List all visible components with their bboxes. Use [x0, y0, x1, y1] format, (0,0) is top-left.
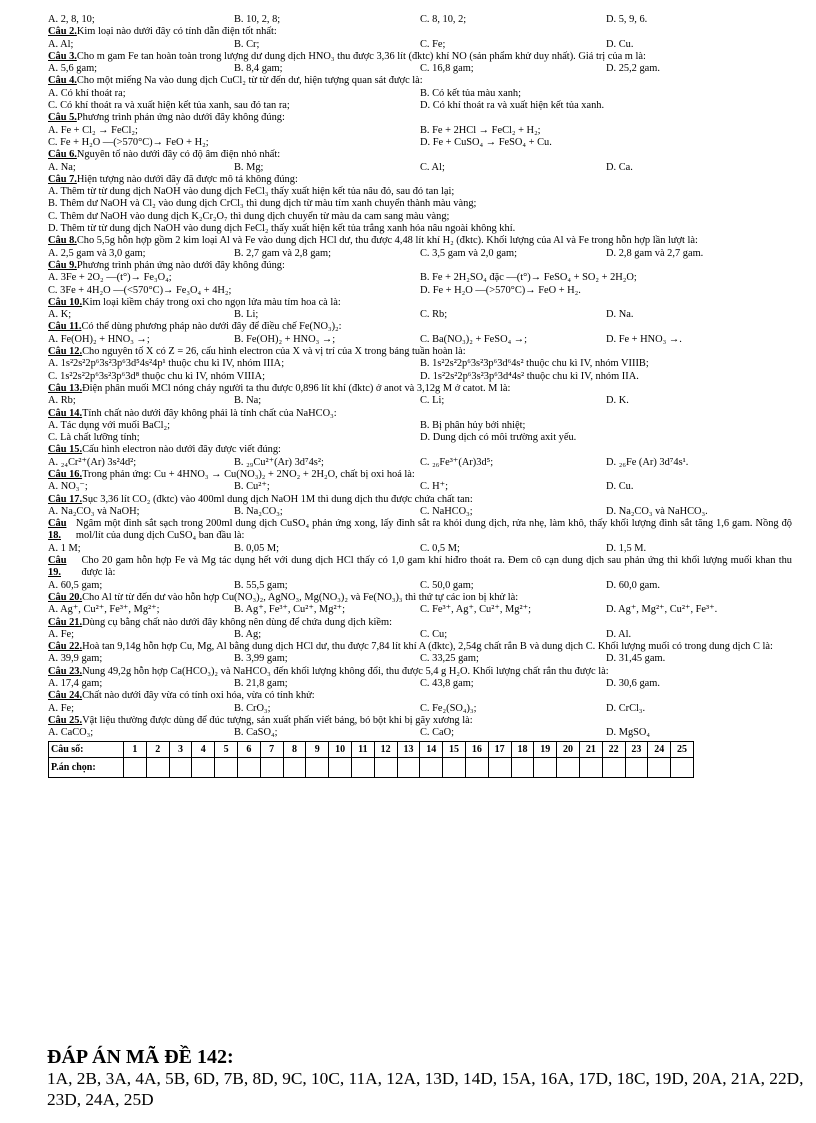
option-c: C. 50,0 gam;	[420, 579, 474, 591]
question-text: Nguyên tố nào dưới đây có độ âm điện nhỏ nhất:	[76, 149, 281, 161]
option-c: C. 0,5 M;	[420, 542, 460, 554]
question-options-row	[48, 395, 792, 407]
question-options-row	[48, 371, 792, 383]
question	[48, 666, 792, 691]
option-d: D. 60,0 gam.	[606, 579, 660, 591]
answer-choice-cell[interactable]	[351, 757, 374, 777]
question	[48, 518, 792, 555]
question-options-row	[48, 604, 792, 616]
question-stem	[48, 641, 792, 653]
option-a: A. Ag⁺, Cu²⁺, Fe³⁺, Mg²⁺;	[48, 604, 160, 616]
question-options-row	[48, 457, 792, 469]
option-c: C. Là chất lưỡng tính;	[48, 432, 140, 444]
option-a: A. Fe + Cl₂ → FeCl₂;	[48, 124, 138, 136]
question	[48, 26, 792, 51]
answer-sheet-number: 7	[260, 741, 283, 757]
answer-sheet-number: 15	[443, 741, 466, 757]
option-a: A. Fe(OH)₂ + HNO₃ →;	[48, 333, 150, 345]
question	[48, 469, 792, 494]
question	[48, 174, 792, 235]
answer-sheet-number: 12	[374, 741, 397, 757]
option-d: D. 1,5 M.	[606, 542, 647, 554]
option-c: C. 33,25 gam;	[420, 653, 479, 665]
question	[48, 235, 792, 260]
answer-choice-cell[interactable]	[602, 757, 625, 777]
question-1-options	[48, 14, 792, 26]
answer-choice-cell[interactable]	[397, 757, 420, 777]
option-b: B. Na₂CO₃;	[234, 505, 283, 517]
question-options-row	[48, 629, 792, 641]
question-options-row	[48, 39, 792, 51]
question-text: Cho một miếng Na vào dung dịch CuCl₂ từ từ đến dư, hiện tượng quan sát được là:	[76, 75, 423, 87]
answer-choice-cell[interactable]	[443, 757, 466, 777]
question-stem	[48, 149, 792, 161]
question-number: Câu 9.	[48, 259, 77, 271]
answer-choice-cell[interactable]	[420, 757, 443, 777]
question-options-row	[48, 186, 792, 198]
question-text: Chất nào dưới đây vừa có tính oxi hóa, vừa có tính khử:	[82, 690, 315, 702]
option-d: D. 2,8 gam và 2,7 gam.	[606, 247, 704, 259]
option-d: D. Thêm từ từ dung dịch NaOH vào dung dịch FeCl₂ thấy xuất hiện kết tủa trắng xanh hóa nâu ngoài không khí.	[48, 223, 516, 235]
answer-sheet-number-row	[49, 741, 694, 757]
question-number: Câu 4.	[48, 75, 77, 87]
option-a: A. 2,5 gam và 3,0 gam;	[48, 247, 146, 259]
answer-key-title: ĐÁP ÁN MÃ ĐỀ 142:	[47, 1046, 234, 1068]
option-b: B. 21,8 gam;	[234, 678, 288, 690]
option-b: B. Fe + 2HCl → FeCl₂ + H₂;	[420, 124, 541, 136]
answer-choice-cell[interactable]	[534, 757, 557, 777]
option-d: D. ₂₆Fe (Ar) 3d⁷4s¹.	[606, 456, 689, 468]
option-a: A. Thêm từ từ dung dịch NaOH vào dung dịch FeCl₃ thấy xuất hiện kết tủa nâu đỏ, sau đó tan lại;	[48, 186, 455, 198]
question-stem	[48, 51, 792, 63]
question	[48, 51, 792, 76]
option-b: B. 8,4 gam;	[234, 63, 283, 75]
question-number: Câu 20.	[48, 591, 83, 603]
question-stem	[48, 321, 792, 333]
answer-choice-cell[interactable]	[329, 757, 352, 777]
option-d: D. Al.	[606, 628, 632, 640]
option-c: C. Có khí thoát ra và xuất hiện kết tủa xanh, sau đó tan ra;	[48, 100, 290, 112]
question-stem	[48, 297, 792, 309]
answer-choice-cell[interactable]	[374, 757, 397, 777]
answer-sheet-number: 1	[124, 741, 147, 757]
option-d: D. Dung dịch có môi trường axit yếu.	[420, 432, 577, 444]
answer-sheet-number: 23	[625, 741, 648, 757]
option-d: D. Fe + H₂O —(>570°C)→ FeO + H₂.	[420, 284, 581, 296]
option-d: D. Cu.	[606, 481, 634, 493]
option-b: B. 0,05 M;	[234, 542, 280, 554]
question	[48, 690, 792, 715]
question-options-row	[48, 678, 792, 690]
option-c: C. Fe;	[420, 38, 446, 50]
option-c: C. Fe³⁺, Ag⁺, Cu²⁺, Mg²⁺;	[420, 604, 531, 616]
answer-choice-cell[interactable]	[124, 757, 147, 777]
answer-choice-cell[interactable]	[625, 757, 648, 777]
question-text: Hoà tan 9,14g hỗn hợp Cu, Mg, Al bằng dung dịch HCl dư, thu được 7,84 lít khí A (đktc), 2,54g chất rắn B và dung dịch C. Khối lượng muối có trong dung dịch C là:	[82, 641, 773, 653]
answer-choice-cell[interactable]	[306, 757, 329, 777]
question-text: Dùng cụ bằng chất nào dưới đây không nên dùng để chứa dung dịch kiềm:	[82, 616, 393, 628]
option-d: D. CrCl₃.	[606, 702, 646, 714]
question-number: Câu 7.	[48, 173, 77, 185]
question-options-row	[48, 580, 792, 592]
answer-sheet	[48, 741, 694, 778]
question	[48, 641, 792, 666]
answer-sheet-number: 13	[397, 741, 420, 757]
option-d: D. Cu.	[606, 38, 634, 50]
question-options-row	[48, 334, 792, 346]
option-a: A. 39,9 gam;	[48, 653, 103, 665]
question-number: Câu 10.	[48, 296, 83, 308]
option-a: A. Fe;	[48, 628, 74, 640]
question	[48, 321, 792, 346]
option-c: C. 16,8 gam;	[420, 63, 474, 75]
option-c: C. Al;	[420, 161, 445, 173]
option-d: D. Na.	[606, 309, 634, 321]
question-text: Ngâm một đinh sắt sạch trong 200ml dung dịch CuSO₄ phản ứng xong, lấy đinh sắt ra khỏi dung dịch, rửa nhẹ, làm khô, thấy khối lượng đinh sắt tăng 1,6 gam. Nồng độ mol/lít của dung dịch CuSO₄ ban đầu là:	[75, 518, 792, 542]
question-options-row	[48, 63, 792, 75]
answer-sheet-number: 6	[237, 741, 260, 757]
option-c: C. Fe₂(SO₄)₃;	[420, 702, 477, 714]
option-a: A. 3Fe + 2O₂ —(t°)→ Fe₃O₄;	[48, 272, 172, 284]
question	[48, 408, 792, 445]
question-options-row	[48, 420, 792, 432]
question-options-row	[48, 100, 792, 112]
exam-document	[48, 14, 792, 778]
answer-key-list: 1A, 2B, 3A, 4A, 5B, 6D, 7B, 8D, 9C, 10C, 11A, 12A, 13D, 14D, 15A, 16A, 17D, 18C, 19D, 20A, 21A, 22D, 23D, 24A, 25D	[47, 1069, 804, 1109]
answer-sheet-number: 21	[579, 741, 602, 757]
option-c: C. ₂₆Fe³⁺(Ar)3d⁵;	[420, 456, 494, 468]
option-d: D. Fe + HNO₃ →.	[606, 333, 682, 345]
question-options-row	[48, 543, 792, 555]
answer-sheet-number: 9	[306, 741, 329, 757]
question-number: Câu 6.	[48, 149, 77, 161]
option-c: C. Fe + H₂O —(>570°C)→ FeO + H₂;	[48, 136, 209, 148]
option-b: B. ₂₉Cu²⁺(Ar) 3d⁷4s²;	[234, 456, 324, 468]
answer-sheet-number: 3	[169, 741, 192, 757]
option-b: B. 2,7 gam và 2,8 gam;	[234, 247, 331, 259]
question-text: Có thể dùng phương pháp nào dưới đây để điều chế Fe(NO₃)₂:	[81, 321, 342, 333]
answer-choice-cell[interactable]	[465, 757, 488, 777]
question-number: Câu 2.	[48, 26, 77, 38]
answer-sheet-number: 20	[557, 741, 580, 757]
question	[48, 260, 792, 297]
question-stem	[48, 715, 792, 727]
question-number: Câu 14.	[48, 407, 83, 419]
question-stem	[48, 260, 792, 272]
option-c: C. Ba(NO₃)₂ + FeSO₄ →;	[420, 333, 528, 345]
question	[48, 75, 792, 112]
question	[48, 346, 792, 383]
option-b: B. Ag;	[234, 628, 262, 640]
question-options-row	[48, 481, 792, 493]
question-stem	[48, 383, 792, 395]
question-text: Vật liệu thường được dùng để đúc tượng, sản xuất phấn viết bảng, bó bột khi bị gãy xương là:	[82, 714, 473, 726]
answer-sheet-number-label: Câu số:	[49, 741, 124, 757]
question-stem	[48, 26, 792, 38]
answer-sheet-number: 10	[329, 741, 352, 757]
question	[48, 715, 792, 740]
answer-sheet-number: 5	[215, 741, 238, 757]
question-text: Sục 3,36 lít CO₂ (đktc) vào 400ml dung dịch NaOH 1M thì dung dịch thu được chứa chất tan:	[82, 493, 473, 505]
question-text: Kim loại kiềm cháy trong oxi cho ngọn lửa màu tím hoa cà là:	[82, 296, 341, 308]
question-stem	[48, 346, 792, 358]
option-d: D. 25,2 gam.	[606, 63, 660, 75]
option-a: A. Na₂CO₃ và NaOH;	[48, 505, 140, 517]
question-text: Cho 20 gam hỗn hợp Fe và Mg tác dụng hết với dung dịch HCl thấy có 1,0 gam khí hiđro thoát ra. Đem cô cạn dung dịch sau phản ứng thì khối lượng muối khan thu được là:	[81, 555, 792, 579]
option-d: D. Ag⁺, Mg²⁺, Cu²⁺, Fe³⁺.	[606, 604, 718, 616]
answer-choice-cell[interactable]	[671, 757, 694, 777]
option-b: B. CaSO₄;	[234, 727, 278, 739]
option-c: C. H⁺;	[420, 481, 449, 493]
option-b: B. Bị phân hủy bởi nhiệt;	[420, 419, 526, 431]
question-number: Câu 21.	[48, 616, 83, 628]
question-number: Câu 18.	[48, 518, 67, 542]
option-a: A. 2, 8, 10;	[48, 14, 95, 25]
option-d: D. Ca.	[606, 161, 633, 173]
question-stem	[48, 617, 792, 629]
option-a: A. Na;	[48, 161, 76, 173]
question-number: Câu 5.	[48, 112, 77, 124]
answer-sheet-number: 8	[283, 741, 306, 757]
option-c: C. 3,5 gam và 2,0 gam;	[420, 247, 517, 259]
question-text: Nung 49,2g hỗn hợp Ca(HCO₃)₂ và NaHCO₃ đến khối lượng không đổi, thu được 5,4 g H₂O. Khối lượng chất rắn thu được là:	[82, 665, 609, 677]
question-options-row	[48, 88, 792, 100]
option-d: D. Fe + CuSO₄ → FeSO₄ + Cu.	[420, 136, 552, 148]
answer-sheet-choice-row	[49, 757, 694, 777]
answer-choice-cell[interactable]	[511, 757, 534, 777]
question-stem	[48, 494, 792, 506]
option-c: C. NaHCO₃;	[420, 505, 473, 517]
question-number: Câu 15.	[48, 444, 83, 456]
question	[48, 494, 792, 519]
question-text: Cho nguyên tố X có Z = 26, cấu hình electron của X và vị trí của X trong bảng tuần hoàn là:	[82, 346, 466, 358]
option-a: A. Có khí thoát ra;	[48, 87, 126, 99]
option-c: C. 43,8 gam;	[420, 678, 474, 690]
question-options-row	[48, 223, 792, 235]
option-d: D. K.	[606, 395, 629, 407]
question-text: Cho 5,5g hỗn hợp gồm 2 kim loại Al và Fe vào dung dịch HCl dư, thu được 4,48 lít khí H₂ (đktc). Khối lượng của Al và Fe trong hỗn hợp lần lượt là:	[76, 235, 698, 247]
answer-sheet-number: 25	[671, 741, 694, 757]
answer-choice-cell[interactable]	[579, 757, 602, 777]
answer-choice-cell[interactable]	[192, 757, 215, 777]
option-c: C. Thêm dư NaOH vào dung dịch K₂Cr₂O₇ thì dung dịch chuyển từ màu da cam sang màu vàng;	[48, 210, 450, 222]
question-number: Câu 17.	[48, 493, 83, 505]
question-number: Câu 25.	[48, 714, 83, 726]
option-a: A. Al;	[48, 38, 74, 50]
option-b: B. Fe(OH)₂ + HNO₃ →;	[234, 333, 336, 345]
question-number: Câu 16.	[48, 468, 83, 480]
option-a: A. 60,5 gam;	[48, 579, 103, 591]
option-b: B. Ag⁺, Fe³⁺, Cu²⁺, Mg²⁺;	[234, 604, 345, 616]
option-c: C. Cu;	[420, 628, 448, 640]
question-stem	[48, 518, 792, 543]
answer-choice-cell[interactable]	[146, 757, 169, 777]
option-a: A. K;	[48, 309, 72, 321]
option-d: D. MgSO₄	[606, 727, 651, 739]
question-options-row	[48, 162, 792, 174]
question-text: Cấu hình electron nào dưới đây được viết đúng:	[82, 444, 281, 456]
question-options-row	[48, 248, 792, 260]
question-number: Câu 22.	[48, 641, 83, 653]
question-stem	[48, 174, 792, 186]
question-options-row	[48, 506, 792, 518]
question-options-row	[48, 285, 792, 297]
question-options-row	[48, 358, 792, 370]
option-b: B. CrO₃;	[234, 702, 271, 714]
question	[48, 383, 792, 408]
option-b: B. Mg;	[234, 161, 264, 173]
question-text: Điện phân muối MCl nóng chảy người ta thu được 0,896 lít khí (đktc) ở anot và 3,12g M ở catot. M là:	[82, 382, 511, 394]
question-number: Câu 13.	[48, 382, 83, 394]
option-b: B. Thêm dư NaOH và Cl₂ vào dung dịch CrCl₃ thì dung dịch từ màu tím xanh chuyển thành màu vàng;	[48, 198, 477, 210]
answer-sheet-number: 17	[488, 741, 511, 757]
option-a: A. 5,6 gam;	[48, 63, 98, 75]
answer-sheet-number: 14	[420, 741, 443, 757]
question-options-row	[48, 272, 792, 284]
option-c: C. 3Fe + 4H₂O —(<570°C)→ Fe₃O₄ + 4H₂;	[48, 284, 232, 296]
question	[48, 555, 792, 592]
question	[48, 444, 792, 469]
question-number: Câu 19.	[48, 555, 67, 579]
answer-sheet-number: 11	[351, 741, 374, 757]
question-text: Trong phản ứng: Cu + 4HNO₃ → Cu(NO₃)₂ + 2NO₂ + 2H₂O, chất bị oxi hoá là:	[82, 468, 415, 480]
question-options-row	[48, 198, 792, 210]
question-options-row	[48, 211, 792, 223]
question-options-row	[48, 703, 792, 715]
question	[48, 592, 792, 617]
option-a: A. 17,4 gam;	[48, 678, 103, 690]
option-a: A. ₂₄Cr²⁺(Ar) 3s²4d²;	[48, 456, 137, 468]
answer-sheet-number: 16	[465, 741, 488, 757]
question-stem	[48, 444, 792, 456]
option-d: D. Na₂CO₃ và NaHCO₃.	[606, 505, 708, 517]
question	[48, 149, 792, 174]
answer-sheet-number: 19	[534, 741, 557, 757]
question-stem	[48, 112, 792, 124]
option-a: A. Fe;	[48, 702, 74, 714]
question	[48, 112, 792, 149]
option-a: A. Tác dụng với muối BaCl₂;	[48, 419, 171, 431]
option-c: C. CaO;	[420, 727, 455, 739]
question-number: Câu 8.	[48, 235, 77, 247]
option-d: D. 5, 9, 6.	[606, 14, 648, 25]
question-number: Câu 11.	[48, 321, 82, 333]
answer-choice-cell[interactable]	[215, 757, 238, 777]
option-a: A. 1 M;	[48, 542, 81, 554]
answer-sheet-number: 22	[602, 741, 625, 757]
option-c: C. 1s²2s²2p⁶3s²3p⁶3d⁸ thuộc chu kì IV, nhóm VIIIA;	[48, 370, 265, 382]
question-stem	[48, 469, 792, 481]
question-options-row	[48, 727, 792, 739]
option-a: A. CaCO₃;	[48, 727, 94, 739]
option-c: C. Rb;	[420, 309, 448, 321]
option-c: C. 8, 10, 2;	[420, 14, 467, 25]
question-options-row	[48, 653, 792, 665]
question-text: Cho m gam Fe tan hoàn toàn trong lượng dư dung dịch HNO₃ thu được 3,36 lít (đktc) khí NO (sản phẩm khử duy nhất). Giá trị của m là:	[76, 50, 646, 62]
question-number: Câu 12.	[48, 346, 83, 358]
option-d: D. 30,6 gam.	[606, 678, 660, 690]
option-b: B. Fe + 2H₂SO₄ đặc —(t°)→ FeSO₄ + SO₂ + 2H₂O;	[420, 272, 637, 284]
question-options-row	[48, 309, 792, 321]
question-number: Câu 3.	[48, 50, 77, 62]
option-d: D. 1s²2s²2p⁶3s²3p⁶3d⁴4s² thuộc chu kì IV, nhóm IIA.	[420, 370, 639, 382]
question-number: Câu 23.	[48, 665, 83, 677]
question-stem	[48, 690, 792, 702]
answer-choice-cell[interactable]	[237, 757, 260, 777]
answer-sheet-number: 24	[648, 741, 671, 757]
answer-sheet-number: 2	[146, 741, 169, 757]
question	[48, 617, 792, 642]
question-text: Phương trình phản ứng nào dưới đây không đúng:	[76, 112, 285, 124]
option-b: B. Có kết tủa màu xanh;	[420, 87, 522, 99]
answer-choice-cell[interactable]	[283, 757, 306, 777]
answer-choice-cell[interactable]	[488, 757, 511, 777]
question-stem	[48, 555, 792, 580]
answer-sheet-choice-label: P.án chọn:	[49, 757, 124, 777]
answer-choice-cell[interactable]	[260, 757, 283, 777]
option-c: C. Li;	[420, 395, 445, 407]
question-text: Kim loại nào dưới đây có tính dẫn điện tốt nhất:	[76, 26, 277, 38]
option-b: B. Cr;	[234, 38, 260, 50]
option-a: A. Rb;	[48, 395, 76, 407]
question-text: Phương trình phản ứng nào dưới đây không đúng:	[76, 259, 285, 271]
option-b: B. 55,5 gam;	[234, 579, 288, 591]
answer-choice-cell[interactable]	[648, 757, 671, 777]
question-stem	[48, 75, 792, 87]
option-d: D. Có khí thoát ra và xuất hiện kết tủa xanh.	[420, 100, 605, 112]
question-text: Hiện tượng nào dưới đây đã được mô tả không đúng:	[76, 173, 298, 185]
question-stem	[48, 666, 792, 678]
question-number: Câu 24.	[48, 690, 83, 702]
question-text: Cho Al từ từ đến dư vào hỗn hợp Cu(NO₃)₂, AgNO₃, Mg(NO₃)₂ và Fe(NO₃)₃ thì thứ tự các ion bị khử là:	[82, 591, 519, 603]
question-list	[48, 26, 792, 739]
question-options-row	[48, 137, 792, 149]
option-b: B. 10, 2, 8;	[234, 14, 281, 25]
question	[48, 297, 792, 322]
question-options-row	[48, 125, 792, 137]
question-text: Tính chất nào dưới đây không phải là tính chất của NaHCO₃:	[82, 407, 337, 419]
option-a: A. 1s²2s²2p⁶3s²3p⁶3d⁵4s²4p¹ thuộc chu kì IV, nhóm IIIA;	[48, 358, 285, 370]
option-b: B. 3,99 gam;	[234, 653, 288, 665]
option-d: D. 31,45 gam.	[606, 653, 666, 665]
answer-sheet-number: 4	[192, 741, 215, 757]
answer-sheet-number: 18	[511, 741, 534, 757]
question-stem	[48, 592, 792, 604]
question-options-row	[48, 432, 792, 444]
answer-choice-cell[interactable]	[557, 757, 580, 777]
option-a: A. NO₃⁻;	[48, 481, 88, 493]
question-stem	[48, 235, 792, 247]
option-b: B. Cu²⁺;	[234, 481, 270, 493]
option-b: B. 1s²2s²2p⁶3s²3p⁶3d⁶4s² thuộc chu kì IV, nhóm VIIIB;	[420, 358, 649, 370]
question-stem	[48, 408, 792, 420]
answer-choice-cell[interactable]	[169, 757, 192, 777]
option-b: B. Na;	[234, 395, 262, 407]
option-b: B. Li;	[234, 309, 259, 321]
